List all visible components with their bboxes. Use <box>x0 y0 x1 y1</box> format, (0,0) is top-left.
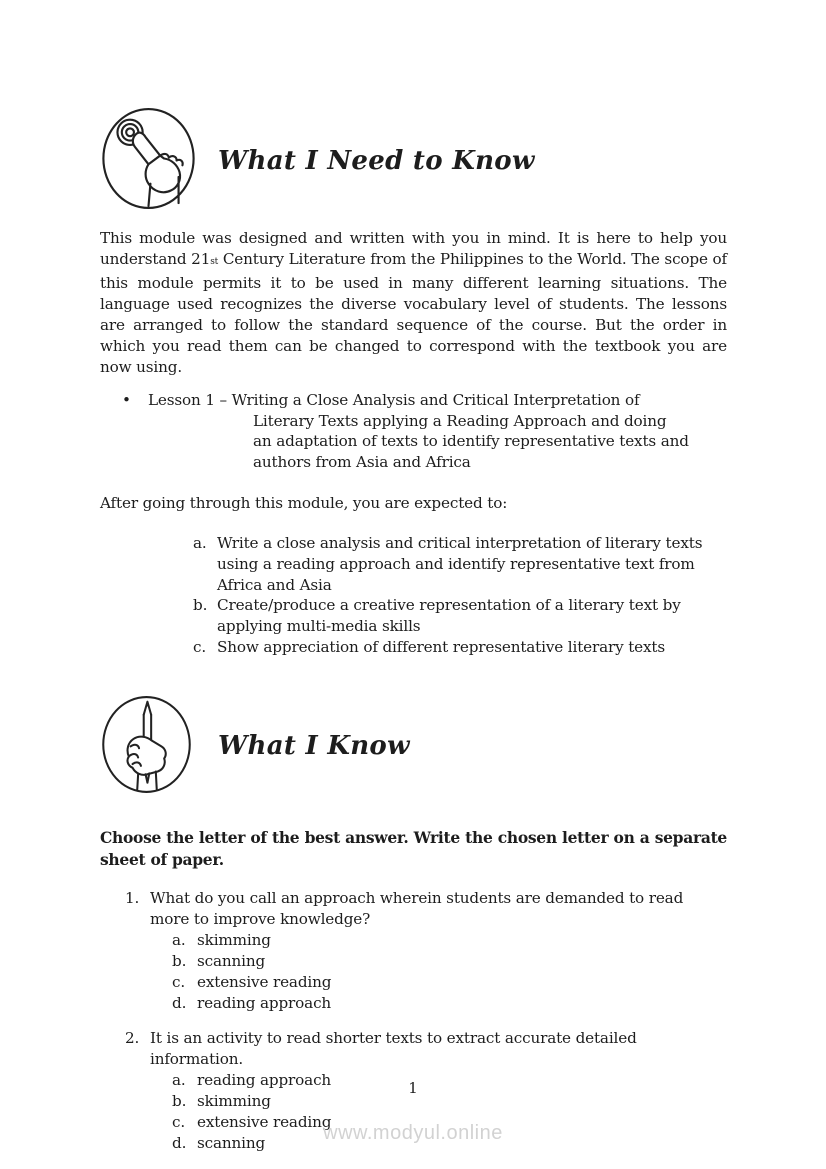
question-1 <box>125 888 727 1014</box>
objective-text: Write a close analysis and critical interpretation of literary texts using a reading approach and identify representative text from Africa and Asia <box>217 534 703 594</box>
option-letter: a. <box>172 930 186 949</box>
objective-text: Create/produce a creative representation of a literary text by applying multi-media skills <box>217 596 681 636</box>
option-row <box>172 972 727 993</box>
option-text: reading approach <box>197 993 332 1012</box>
section-what-i-need-to-know-header <box>100 106 727 215</box>
lesson-line-1: Lesson 1 – Writing a Close Analysis and Critical Interpretation of <box>148 391 640 409</box>
question-text: What do you call an approach wherein students are demanded to read more to improve knowledge? <box>150 888 684 928</box>
objective-letter: b. <box>193 596 208 615</box>
option-text: scanning <box>197 951 266 970</box>
objective-letter: c. <box>193 637 207 656</box>
question-1-head <box>125 888 727 930</box>
option-letter: b. <box>172 951 187 970</box>
ordinal-suffix: st <box>210 257 219 267</box>
question-text: It is an activity to read shorter texts to extract accurate detailed information. <box>150 1028 637 1068</box>
lesson-line-3: an adaptation of texts to identify representative texts and <box>253 432 689 450</box>
tap-hand-icon <box>100 106 197 215</box>
option-text: extensive reading <box>197 1112 332 1131</box>
lesson-item <box>148 390 689 472</box>
option-text: reading approach <box>197 1070 332 1089</box>
objective-letter: a. <box>193 534 207 552</box>
page-content <box>0 106 826 1154</box>
intro-part1: This module was designed and written with you in mind. It is here to help you understand 21 <box>100 229 727 268</box>
objective-text: Show appreciation of different representative literary texts <box>217 637 666 656</box>
objective-item <box>193 533 705 595</box>
intro-part2: Century Literature from the Philippines to the World. The scope of this module permits it to be used in many different learning situations. The language used recognizes the diverse vocabulary level of students. The lessons are arranged to follow the standard sequence of the course. But the order in which you read them can be changed to correspond with the textbook you are now using. <box>100 250 727 376</box>
option-letter: b. <box>172 1091 187 1110</box>
objective-item <box>193 595 705 637</box>
test-instruction: Choose the letter of the best answer. Write the chosen letter on a separate sheet of paper. <box>100 827 727 869</box>
bullet-icon: • <box>122 391 131 409</box>
option-letter: d. <box>172 1133 187 1152</box>
option-text: skimming <box>197 1091 271 1110</box>
page-number: 1 <box>408 1079 418 1097</box>
objective-item <box>193 637 705 658</box>
section-what-i-know-header <box>100 694 727 799</box>
lesson-line-4: authors from Asia and Africa <box>253 452 471 471</box>
section-title-what-i-need-to-know: What I Need to Know <box>218 145 535 176</box>
option-letter: a. <box>172 1070 186 1089</box>
lesson-list <box>122 390 727 472</box>
option-row <box>172 951 727 972</box>
section-title-what-i-know: What I Know <box>218 731 410 762</box>
option-letter: d. <box>172 993 187 1012</box>
intro-paragraph <box>100 228 727 378</box>
lesson-line-2: Literary Texts applying a Reading Approach and doing <box>253 411 667 430</box>
watermark-text: www.modyul.online <box>323 1122 503 1144</box>
question-number: 1. <box>125 888 140 907</box>
objectives-list <box>193 533 705 658</box>
option-row <box>172 993 727 1014</box>
option-text: extensive reading <box>197 972 332 991</box>
option-row <box>172 930 727 951</box>
option-text: skimming <box>197 930 271 949</box>
option-letter: c. <box>172 1112 186 1131</box>
question-number: 2. <box>125 1028 140 1047</box>
hand-pencil-icon <box>100 694 197 799</box>
question-2-head <box>125 1028 727 1070</box>
option-letter: c. <box>172 972 186 991</box>
outcomes-intro: After going through this module, you are expected to: <box>100 494 508 512</box>
option-text: scanning <box>197 1133 266 1152</box>
question-1-options <box>172 930 727 1014</box>
